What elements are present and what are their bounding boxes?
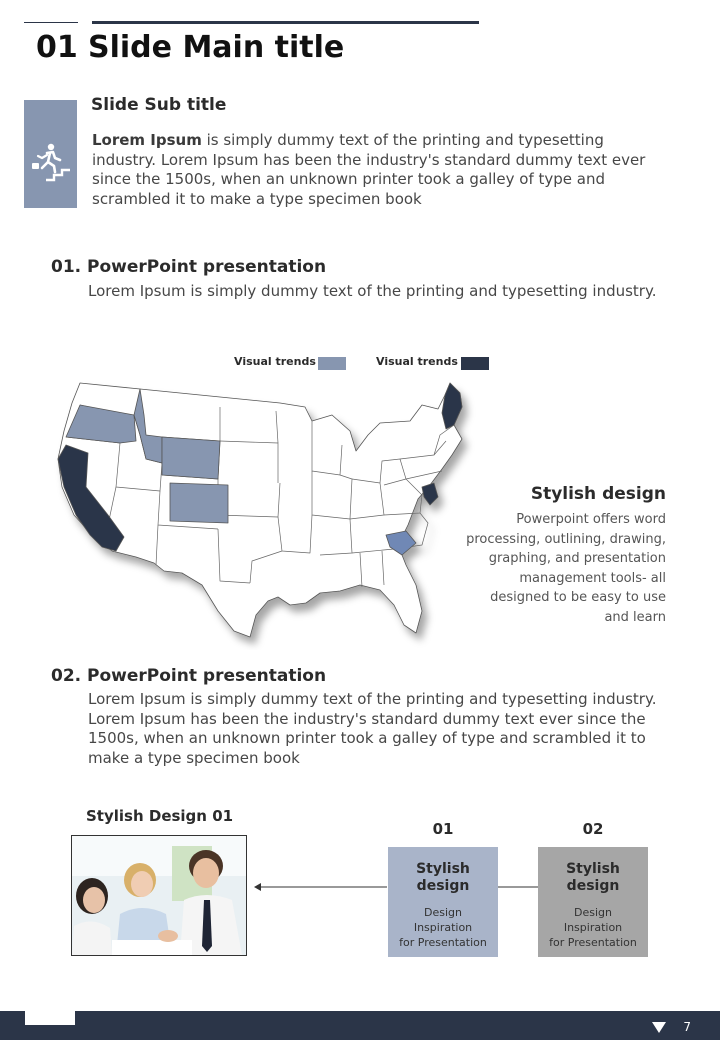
card-title [538, 861, 648, 895]
state-maine [442, 383, 462, 429]
page-number: 7 [683, 1020, 691, 1034]
card-desc [538, 905, 648, 950]
footer-tab [25, 1008, 75, 1025]
section2-text: Lorem Ipsum is simply dummy text of the printing and typesetting industry. Lorem Ipsum has been the industry's standard dummy text ever since the 1500s, when an unknown printer took a galley of type and scrambled it to make a type specimen book [88, 690, 657, 767]
intro-text: is simply dummy text of the printing and typesetting industry. Lorem Ipsum has been the industry's standard dummy text ever since the 1500s, when an unknown printer took a galley of type and scrambled it to make a type specimen book [92, 131, 646, 208]
section1-text: Lorem Ipsum is simply dummy text of the printing and typesetting industry. [88, 282, 657, 300]
card-title-line1: Stylish [416, 861, 470, 877]
legend-label-dark: Visual trends [376, 355, 458, 368]
slide-number: 01 [36, 30, 78, 65]
team-photo-illustration [72, 836, 246, 955]
slide-subtitle: Slide Sub title [91, 95, 227, 115]
section2-heading: 02. PowerPoint presentation [51, 666, 327, 686]
header-rule-long [92, 21, 479, 24]
card-title-line2: design [566, 878, 620, 894]
design-card-01 [388, 847, 498, 957]
stylish-design-text: Powerpoint offers word processing, outlining, drawing, graphing, and presentation management tools- all designed to be easy to use and learn [466, 512, 666, 625]
state-maryland [422, 483, 438, 505]
us-map [50, 375, 480, 650]
legend-swatch-light [318, 357, 346, 370]
card-desc-line1: Design [574, 906, 612, 919]
design-card-02 [538, 847, 648, 957]
card-title-line1: Stylish [566, 861, 620, 877]
legend-label-light: Visual trends [234, 355, 316, 368]
card-desc [388, 905, 498, 950]
intro-paragraph [92, 131, 652, 209]
card-title [388, 861, 498, 895]
state-wyoming [162, 437, 220, 479]
card-title-line2: design [416, 878, 470, 894]
legend-swatch-dark [461, 357, 489, 370]
step-number-01: 01 [432, 820, 454, 838]
state-colorado [170, 483, 228, 523]
triangle-down-icon[interactable] [651, 1021, 667, 1034]
stylish-design-title: Stylish design [530, 484, 666, 504]
person-climbing-stairs-icon [24, 100, 77, 208]
intro-lead: Lorem Ipsum [92, 131, 202, 149]
header-rule-short [24, 22, 78, 23]
card-desc-line3: for Presentation [549, 936, 637, 949]
card-desc-line1: Design [424, 906, 462, 919]
step-number-02: 02 [582, 820, 604, 838]
icon-box [24, 100, 77, 208]
slide-title: Slide Main title [88, 30, 345, 65]
footer-bar [0, 1011, 720, 1040]
card-desc-line2: Inspiration [563, 921, 623, 934]
card-desc-line3: for Presentation [399, 936, 487, 949]
card-desc-line2: Inspiration [413, 921, 473, 934]
photo-title: Stylish Design 01 [86, 807, 234, 825]
team-photo [71, 835, 247, 956]
section1-heading: 01. PowerPoint presentation [51, 257, 327, 277]
